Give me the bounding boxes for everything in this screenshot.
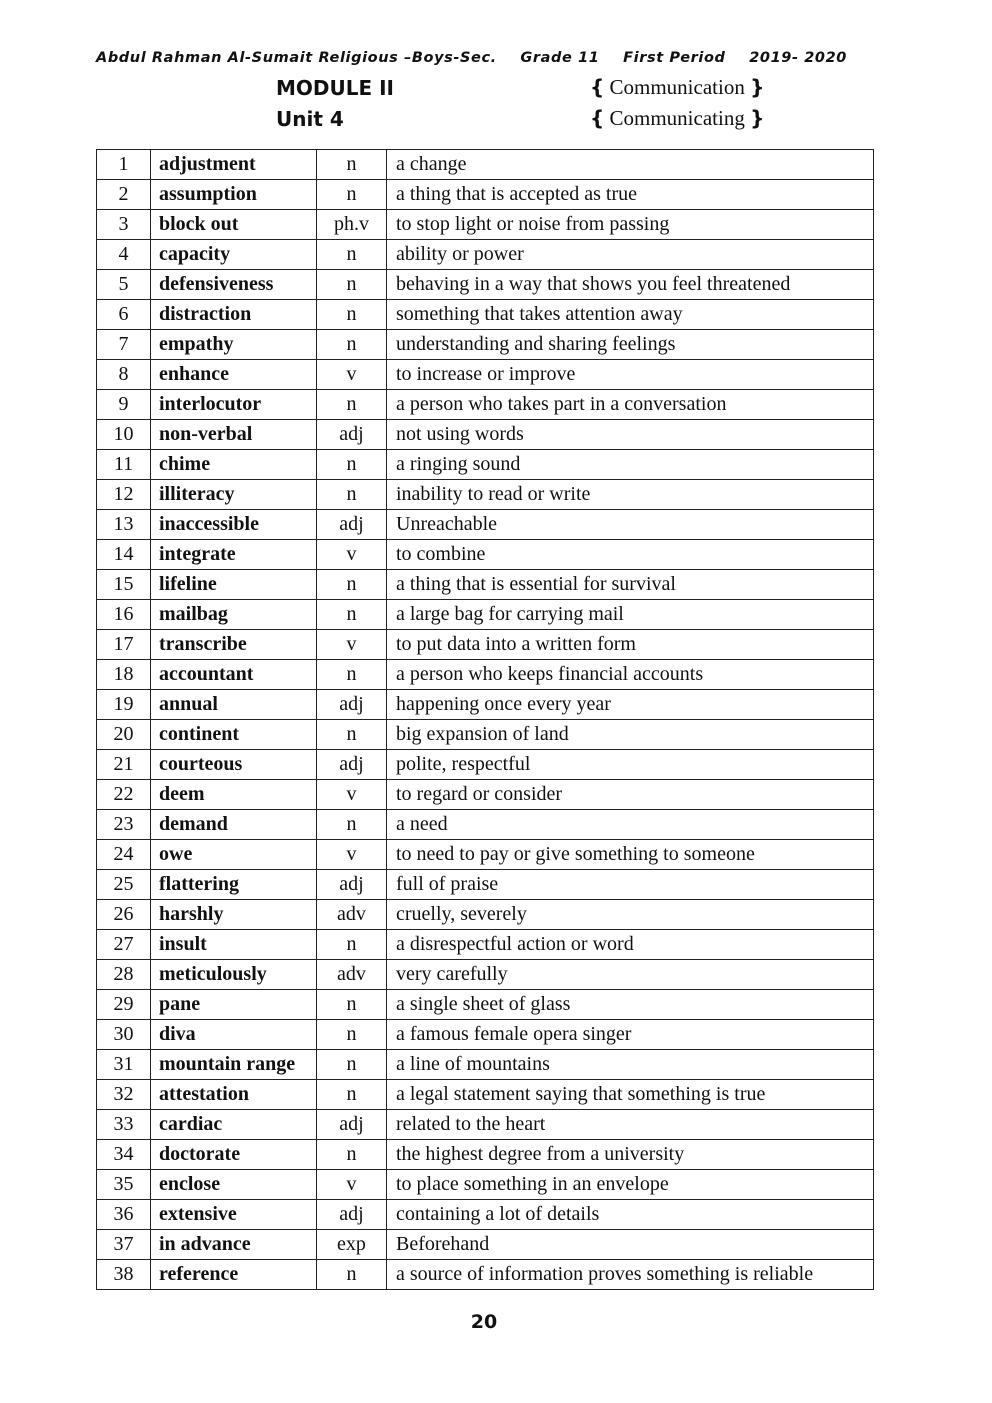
definition: the highest degree from a university (387, 1140, 874, 1170)
table-row (97, 180, 874, 210)
table-row (97, 1050, 874, 1080)
vocab-word: transcribe (151, 630, 317, 660)
row-number: 13 (97, 510, 151, 540)
definition: a need (387, 810, 874, 840)
brace-open: { (590, 75, 605, 99)
table-row (97, 150, 874, 180)
definition: inability to read or write (387, 480, 874, 510)
definition: to need to pay or give something to someone (387, 840, 874, 870)
definition: big expansion of land (387, 720, 874, 750)
definition: a famous female opera singer (387, 1020, 874, 1050)
table-row (97, 300, 874, 330)
part-of-speech: n (317, 180, 387, 210)
vocab-word: empathy (151, 330, 317, 360)
table-row (97, 1020, 874, 1050)
definition: a legal statement saying that something is true (387, 1080, 874, 1110)
vocab-word: courteous (151, 750, 317, 780)
part-of-speech: n (317, 270, 387, 300)
table-row (97, 1230, 874, 1260)
part-of-speech: adj (317, 1200, 387, 1230)
definition: to put data into a written form (387, 630, 874, 660)
definition: related to the heart (387, 1110, 874, 1140)
vocab-word: enclose (151, 1170, 317, 1200)
row-number: 10 (97, 420, 151, 450)
row-number: 20 (97, 720, 151, 750)
row-number: 38 (97, 1260, 151, 1290)
definition: containing a lot of details (387, 1200, 874, 1230)
part-of-speech: n (317, 720, 387, 750)
table-row (97, 660, 874, 690)
row-number: 30 (97, 1020, 151, 1050)
period-label: First Period (623, 50, 726, 66)
part-of-speech: ph.v (317, 210, 387, 240)
vocab-word: block out (151, 210, 317, 240)
definition: a thing that is essential for survival (387, 570, 874, 600)
table-row (97, 1140, 874, 1170)
table-row (97, 960, 874, 990)
part-of-speech: n (317, 600, 387, 630)
table-row (97, 810, 874, 840)
row-number: 3 (97, 210, 151, 240)
row-number: 35 (97, 1170, 151, 1200)
table-row (97, 420, 874, 450)
unit-topic (590, 106, 764, 131)
row-number: 34 (97, 1140, 151, 1170)
row-number: 33 (97, 1110, 151, 1140)
table-row (97, 630, 874, 660)
vocab-word: in advance (151, 1230, 317, 1260)
definition: to combine (387, 540, 874, 570)
row-number: 16 (97, 600, 151, 630)
table-row (97, 210, 874, 240)
definition: a source of information proves something is reliable (387, 1260, 874, 1290)
row-number: 5 (97, 270, 151, 300)
part-of-speech: v (317, 780, 387, 810)
definition: a thing that is accepted as true (387, 180, 874, 210)
table-row (97, 690, 874, 720)
row-number: 21 (97, 750, 151, 780)
row-number: 12 (97, 480, 151, 510)
brace-open: { (590, 106, 605, 130)
table-row (97, 1080, 874, 1110)
part-of-speech: v (317, 540, 387, 570)
vocab-word: harshly (151, 900, 317, 930)
row-number: 32 (97, 1080, 151, 1110)
table-row (97, 330, 874, 360)
vocab-word: continent (151, 720, 317, 750)
part-of-speech: n (317, 660, 387, 690)
vocab-word: owe (151, 840, 317, 870)
vocab-word: interlocutor (151, 390, 317, 420)
table-row (97, 360, 874, 390)
row-number: 37 (97, 1230, 151, 1260)
part-of-speech: v (317, 1170, 387, 1200)
unit-title: Unit 4 (276, 107, 344, 131)
vocab-word: reference (151, 1260, 317, 1290)
table-row (97, 1200, 874, 1230)
module-topic-text: Communication (609, 75, 745, 99)
part-of-speech: n (317, 810, 387, 840)
definition: to place something in an envelope (387, 1170, 874, 1200)
row-number: 25 (97, 870, 151, 900)
definition: ability or power (387, 240, 874, 270)
vocab-word: capacity (151, 240, 317, 270)
table-row (97, 390, 874, 420)
part-of-speech: n (317, 990, 387, 1020)
vocab-word: attestation (151, 1080, 317, 1110)
definition: to regard or consider (387, 780, 874, 810)
part-of-speech: n (317, 330, 387, 360)
vocab-word: annual (151, 690, 317, 720)
definition: very carefully (387, 960, 874, 990)
vocab-word: illiteracy (151, 480, 317, 510)
row-number: 15 (97, 570, 151, 600)
vocab-word: enhance (151, 360, 317, 390)
module-title: MODULE II (276, 76, 394, 100)
vocab-word: lifeline (151, 570, 317, 600)
table-row (97, 1170, 874, 1200)
table-row (97, 240, 874, 270)
part-of-speech: adv (317, 900, 387, 930)
row-number: 8 (97, 360, 151, 390)
vocab-word: cardiac (151, 1110, 317, 1140)
row-number: 14 (97, 540, 151, 570)
table-row (97, 270, 874, 300)
part-of-speech: n (317, 930, 387, 960)
definition: a ringing sound (387, 450, 874, 480)
part-of-speech: v (317, 630, 387, 660)
definition: a change (387, 150, 874, 180)
vocab-word: diva (151, 1020, 317, 1050)
table-row (97, 750, 874, 780)
part-of-speech: adj (317, 870, 387, 900)
vocab-word: demand (151, 810, 317, 840)
row-number: 26 (97, 900, 151, 930)
vocab-word: flattering (151, 870, 317, 900)
part-of-speech: adj (317, 1110, 387, 1140)
part-of-speech: n (317, 450, 387, 480)
table-row (97, 1110, 874, 1140)
definition: Beforehand (387, 1230, 874, 1260)
unit-topic-text: Communicating (609, 106, 745, 130)
vocabulary-table-body (97, 150, 874, 1290)
part-of-speech: n (317, 150, 387, 180)
definition: understanding and sharing feelings (387, 330, 874, 360)
table-row (97, 600, 874, 630)
school-name: Abdul Rahman Al-Sumait Religious –Boys-Sec. (96, 50, 497, 66)
part-of-speech: adj (317, 420, 387, 450)
row-number: 6 (97, 300, 151, 330)
table-row (97, 870, 874, 900)
vocab-word: mountain range (151, 1050, 317, 1080)
row-number: 1 (97, 150, 151, 180)
row-number: 36 (97, 1200, 151, 1230)
definition: cruelly, severely (387, 900, 874, 930)
part-of-speech: n (317, 1020, 387, 1050)
part-of-speech: n (317, 480, 387, 510)
row-number: 9 (97, 390, 151, 420)
row-number: 23 (97, 810, 151, 840)
part-of-speech: n (317, 570, 387, 600)
part-of-speech: n (317, 240, 387, 270)
definition: to increase or improve (387, 360, 874, 390)
vocab-word: distraction (151, 300, 317, 330)
vocab-word: inaccessible (151, 510, 317, 540)
part-of-speech: n (317, 1260, 387, 1290)
definition: something that takes attention away (387, 300, 874, 330)
row-number: 2 (97, 180, 151, 210)
vocab-word: assumption (151, 180, 317, 210)
school-header-line (96, 50, 896, 66)
part-of-speech: n (317, 300, 387, 330)
brace-close: } (750, 75, 765, 99)
table-row (97, 930, 874, 960)
table-row (97, 840, 874, 870)
part-of-speech: n (317, 390, 387, 420)
vocab-word: non-verbal (151, 420, 317, 450)
vocab-word: doctorate (151, 1140, 317, 1170)
row-number: 29 (97, 990, 151, 1020)
row-number: 28 (97, 960, 151, 990)
part-of-speech: v (317, 840, 387, 870)
vocab-word: extensive (151, 1200, 317, 1230)
table-row (97, 510, 874, 540)
definition: Unreachable (387, 510, 874, 540)
row-number: 18 (97, 660, 151, 690)
row-number: 4 (97, 240, 151, 270)
part-of-speech: adj (317, 690, 387, 720)
vocab-word: defensiveness (151, 270, 317, 300)
school-year: 2019- 2020 (749, 50, 847, 66)
table-row (97, 570, 874, 600)
definition: a line of mountains (387, 1050, 874, 1080)
vocab-word: pane (151, 990, 317, 1020)
row-number: 19 (97, 690, 151, 720)
vocab-word: accountant (151, 660, 317, 690)
vocab-word: deem (151, 780, 317, 810)
part-of-speech: exp (317, 1230, 387, 1260)
row-number: 24 (97, 840, 151, 870)
table-row (97, 990, 874, 1020)
vocabulary-table (96, 149, 874, 1290)
definition: happening once every year (387, 690, 874, 720)
vocab-word: chime (151, 450, 317, 480)
grade-label: Grade 11 (520, 50, 600, 66)
definition: polite, respectful (387, 750, 874, 780)
row-number: 22 (97, 780, 151, 810)
definition: full of praise (387, 870, 874, 900)
row-number: 31 (97, 1050, 151, 1080)
table-row (97, 450, 874, 480)
module-topic (590, 75, 764, 100)
part-of-speech: n (317, 1050, 387, 1080)
definition: to stop light or noise from passing (387, 210, 874, 240)
row-number: 7 (97, 330, 151, 360)
part-of-speech: v (317, 360, 387, 390)
row-number: 17 (97, 630, 151, 660)
part-of-speech: n (317, 1080, 387, 1110)
table-row (97, 780, 874, 810)
part-of-speech: adj (317, 750, 387, 780)
part-of-speech: n (317, 1140, 387, 1170)
part-of-speech: adv (317, 960, 387, 990)
definition: a person who takes part in a conversation (387, 390, 874, 420)
definition: behaving in a way that shows you feel threatened (387, 270, 874, 300)
table-row (97, 720, 874, 750)
definition: a large bag for carrying mail (387, 600, 874, 630)
table-row (97, 1260, 874, 1290)
vocab-word: adjustment (151, 150, 317, 180)
vocab-word: mailbag (151, 600, 317, 630)
definition: a disrespectful action or word (387, 930, 874, 960)
page-number: 20 (470, 1311, 498, 1333)
vocab-word: insult (151, 930, 317, 960)
table-row (97, 900, 874, 930)
part-of-speech: adj (317, 510, 387, 540)
definition: not using words (387, 420, 874, 450)
row-number: 27 (97, 930, 151, 960)
row-number: 11 (97, 450, 151, 480)
vocab-word: meticulously (151, 960, 317, 990)
definition: a person who keeps financial accounts (387, 660, 874, 690)
vocab-word: integrate (151, 540, 317, 570)
table-row (97, 480, 874, 510)
definition: a single sheet of glass (387, 990, 874, 1020)
table-row (97, 540, 874, 570)
brace-close: } (750, 106, 765, 130)
